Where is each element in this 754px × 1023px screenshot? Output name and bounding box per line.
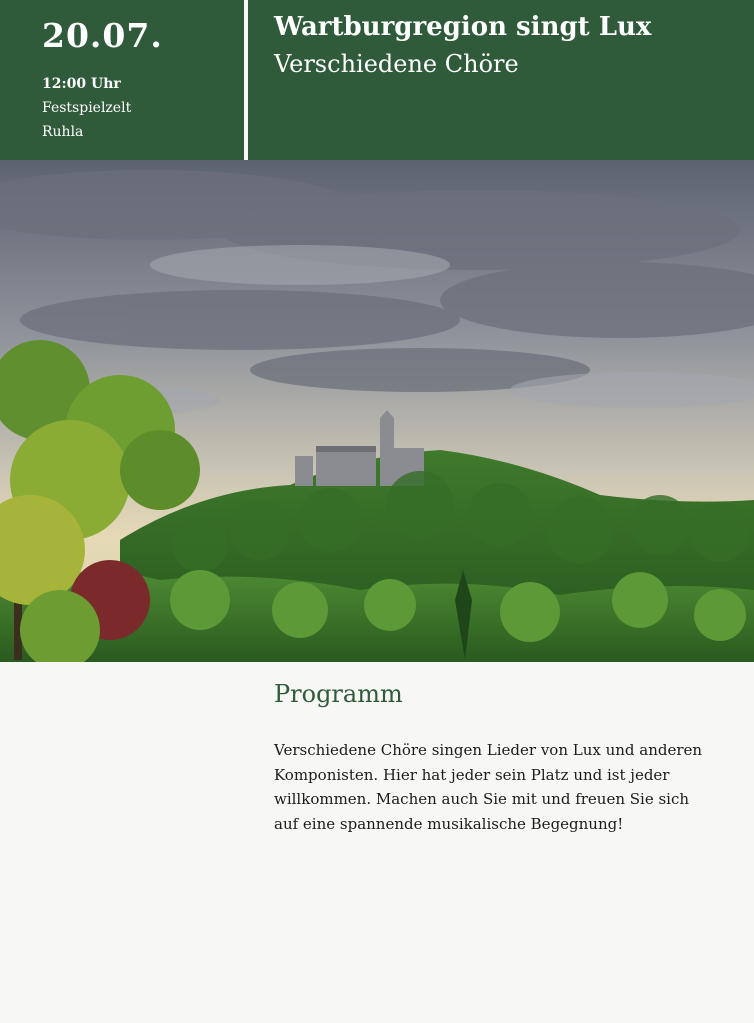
event-town: Ruhla bbox=[42, 124, 84, 140]
header-divider bbox=[244, 0, 248, 160]
event-venue: Festspielzelt bbox=[42, 100, 132, 116]
event-header bbox=[0, 0, 754, 160]
event-subtitle: Verschiedene Chöre bbox=[274, 50, 519, 78]
event-date: 20.07. bbox=[42, 16, 163, 55]
event-title: Wartburgregion singt Lux bbox=[274, 12, 652, 42]
date-block bbox=[0, 0, 244, 160]
show-through-text bbox=[0, 662, 754, 1023]
program-text: Verschiedene Chöre singen Lieder von Lux und anderen Komponisten. Hier hat jeder sein Platz und ist jeder willkommen. Machen auch Sie mit und freuen Sie sich auf eine spannende musikalische Begegnung! bbox=[274, 741, 703, 833]
program-heading: Programm bbox=[274, 680, 403, 708]
wartburg-castle-photo bbox=[0, 160, 754, 662]
event-time: 12:00 Uhr bbox=[42, 76, 121, 92]
